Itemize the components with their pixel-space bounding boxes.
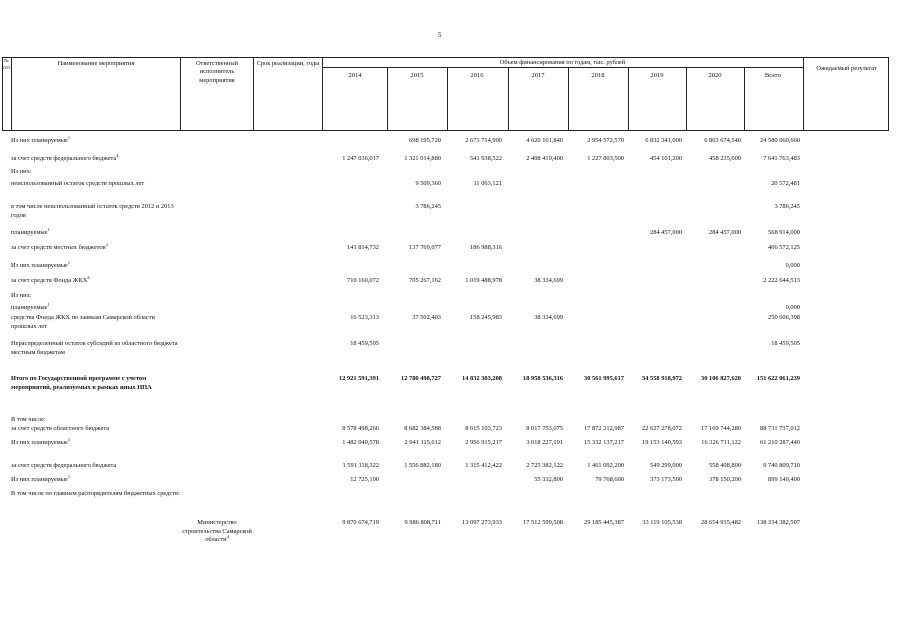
row-label-text: за счет средств Фонда ЖКХ [11,277,88,284]
value-cell: 284 457,000 [650,229,682,236]
value-cell: 7 641 763,483 [763,155,800,162]
row-label-text: Нераспределенный остаток субсидий из областного бюджета местным бюджетам [11,340,178,356]
value-cell: 14 832 383,208 [462,375,502,382]
footnote-mark: 1 [67,436,71,442]
value-cell: 20 572,481 [771,180,800,187]
value-cell: 2 671 714,990 [465,137,502,144]
row-label-text: Из них планируемые [11,137,68,144]
value-cell: 24 580 660,660 [760,137,800,144]
value-cell: 151 622 061,239 [756,375,800,382]
footnote-mark: 1 [47,226,50,232]
value-cell: 18 459,505 [771,340,800,347]
row-label-text: В том числе: [11,416,46,423]
ministry-value-cell: 29 185 445,387 [584,519,624,526]
value-cell: 18 459,505 [350,340,379,347]
value-cell: 1 019 488,978 [465,277,502,284]
value-cell: 698 195,720 [409,137,441,144]
value-cell: 710 160,072 [347,277,379,284]
value-cell: 15 332 137,217 [584,439,624,446]
value-cell: 141 814,732 [347,244,379,251]
row-label [11,490,181,499]
row-label [11,203,181,220]
value-cell: 30 561 995,617 [584,375,624,382]
value-cell: 899 149,400 [768,476,800,483]
row-label-text: за счет средств местных бюджетов [11,244,106,251]
footnote-mark: 4 [116,152,119,158]
row-label-text: за счет средств федерального бюджета [11,155,117,162]
value-cell: 186 988,316 [470,244,502,251]
row-label-text: Из них: [11,292,32,299]
footnote-mark: 1 [67,473,71,479]
row-label-text: Из них: [11,168,32,175]
header-executor: Ответственный исполнитель мероприятия [195,60,239,84]
value-cell: 2 222 644,513 [763,277,800,284]
value-cell: 1 227 803,500 [587,155,624,162]
value-cell: 2 725 382,122 [526,462,563,469]
value-cell: 18 958 536,316 [523,375,563,382]
value-cell: 8 017 753,075 [526,425,563,432]
value-cell: 79 768,600 [595,476,624,483]
value-cell: 1 591 118,322 [342,462,379,469]
row-label [11,180,181,189]
value-cell: 2 408 419,400 [526,155,563,162]
value-cell: 17 169 744,280 [701,425,741,432]
row-label [11,168,181,177]
row-label-text: за счет средств федерального бюджета [11,462,117,469]
ministry-name-text: Министерство строительства Самарской области [182,519,252,544]
value-cell: 558 408,800 [709,462,741,469]
row-label-text: планируемые [11,229,48,236]
value-cell: 2 954 572,570 [587,137,624,144]
value-cell: 454 101,200 [650,155,682,162]
year-header: 2014 [348,72,362,79]
footnote-mark: 1 [47,301,50,307]
row-label-text: за счет средств областного бюджета [11,425,110,432]
value-cell: 88 731 737,012 [760,425,800,432]
row-label [11,462,181,471]
ministry-value-cell: 138 334 382,507 [756,519,800,526]
value-cell: 1 321 014,880 [404,155,441,162]
row-label [11,274,181,286]
value-cell: 38 334,699 [534,314,563,321]
row-label [11,340,181,357]
row-label [11,314,181,331]
year-header: 2016 [470,72,484,79]
value-cell: 30 106 827,620 [701,375,741,382]
value-cell: 9 509,360 [415,180,441,187]
year-header: 2015 [410,72,424,79]
value-cell: 12 725,100 [350,476,379,483]
header-period: Срок реализации, годы [256,60,320,67]
value-cell: 250 606,398 [768,314,800,321]
row-label [11,425,181,434]
row-label-text: Из них планируемые [11,476,68,483]
year-header: 2020 [708,72,722,79]
ministry-value-cell: 9 986 808,711 [404,519,441,526]
value-cell: 466 572,125 [768,244,800,251]
value-cell: 137 769,077 [409,244,441,251]
year-divider [628,67,629,131]
row-label-text: в том числе неиспользованный остаток средств 2012 и 2013 годов [11,203,174,219]
value-cell: 158 245,983 [470,314,502,321]
row-label [11,134,181,146]
value-cell: 378 150,200 [709,476,741,483]
year-header: 2017 [531,72,545,79]
value-cell: 373 173,500 [650,476,682,483]
year-divider [744,67,745,131]
row-label-text: средства Фонда ЖКХ по заявкам Самарской области прошлых лет [11,314,155,330]
year-divider [568,67,569,131]
value-cell: 2 941 115,612 [404,439,441,446]
value-cell: 568 914,000 [768,229,800,236]
value-cell: 4 620 161,840 [526,137,563,144]
value-cell: 61 210 287,440 [760,439,800,446]
row-label [11,241,181,253]
year-header: 2019 [650,72,664,79]
value-cell: 284 457,000 [709,229,741,236]
year-header: 2018 [591,72,605,79]
value-cell: 12 780 498,727 [401,375,441,382]
value-cell: 8 615 103,723 [465,425,502,432]
value-cell: 1 482 040,578 [342,439,379,446]
year-header: Всего [764,72,782,79]
footnote-mark: 4 [226,534,229,540]
value-cell: 12 921 591,391 [339,375,379,382]
header-name: Наименование мероприятия [57,60,135,67]
value-cell: 16 523,313 [350,314,379,321]
footnote-mark: 1 [67,134,71,140]
row-label [11,301,181,313]
value-cell: 1 556 882,180 [404,462,441,469]
value-cell: 6 803 674,540 [704,137,741,144]
value-cell: 38 334,699 [534,277,563,284]
value-cell: 3 786,245 [415,203,441,210]
value-cell: 1 247 036,017 [342,155,379,162]
header-divider [180,57,181,131]
row-label-text: неиспользованный остаток средств прошлых лет [11,180,145,187]
row-label [11,152,181,164]
value-cell: 8 578 498,266 [342,425,379,432]
header-funding: Объем финансирования по годам, тыс. рублей [499,59,626,66]
value-cell: 16 326 711,122 [701,439,741,446]
value-cell: 11 063,121 [473,180,502,187]
page-number: 5 [438,31,442,39]
value-cell: 17 872 212,987 [584,425,624,432]
ministry-name [181,519,253,545]
row-label [11,259,181,271]
value-cell: 6 832 341,000 [645,137,682,144]
year-divider [387,67,388,131]
row-label [11,375,181,392]
header-result: Ожидаемый результат [816,65,877,72]
row-label [11,292,181,301]
footnote-mark: 4 [87,274,90,280]
header-num: № п/п [3,59,10,71]
ministry-value-cell: 9 870 674,719 [342,519,379,526]
value-cell: 549 299,000 [650,462,682,469]
value-cell: 34 558 918,972 [642,375,682,382]
value-cell: 3 786,245 [774,203,800,210]
row-label-text: В том числе по главным распорядителям бюджетных средств: [11,490,180,497]
ministry-value-cell: 13 097 273,933 [462,519,502,526]
ministry-value-cell: 33 119 105,538 [642,519,682,526]
value-cell: 3 018 227,191 [526,439,563,446]
row-label [11,473,181,485]
row-label [11,416,181,425]
year-divider [447,67,448,131]
value-cell: 8 682 384,588 [404,425,441,432]
row-label-text: Из них планируемые [11,439,68,446]
value-cell: 37 502,403 [412,314,441,321]
row-label [11,436,181,448]
row-label-text: Из них планируемые [11,262,68,269]
value-cell: 0,000 [785,304,800,311]
year-divider [508,67,509,131]
footnote-mark: 1 [67,259,71,265]
value-cell: 1 461 092,200 [587,462,624,469]
value-cell: 1 315 412,422 [465,462,502,469]
year-divider [686,67,687,131]
value-cell: 22 627 278,072 [642,425,682,432]
value-cell: 19 153 140,593 [642,439,682,446]
value-cell: 458 235,000 [709,155,741,162]
row-label [11,226,181,238]
value-cell: 541 938,522 [470,155,502,162]
ministry-value-cell: 28 654 935,482 [701,519,741,526]
row-label-text: Итого по Государственной программе с учетом мероприятий, реализуемых в рамках иных НПА [11,375,152,391]
footnote-mark: 2 [105,241,108,247]
value-cell: 0,000 [785,262,800,269]
value-cell: 55 332,800 [534,476,563,483]
row-label-text: планируемые [11,304,48,311]
value-cell: 9 740 809,710 [763,462,800,469]
value-cell: 705 267,162 [409,277,441,284]
value-cell: 2 956 915,217 [465,439,502,446]
header-divider [322,57,323,131]
ministry-value-cell: 17 512 599,508 [523,519,563,526]
